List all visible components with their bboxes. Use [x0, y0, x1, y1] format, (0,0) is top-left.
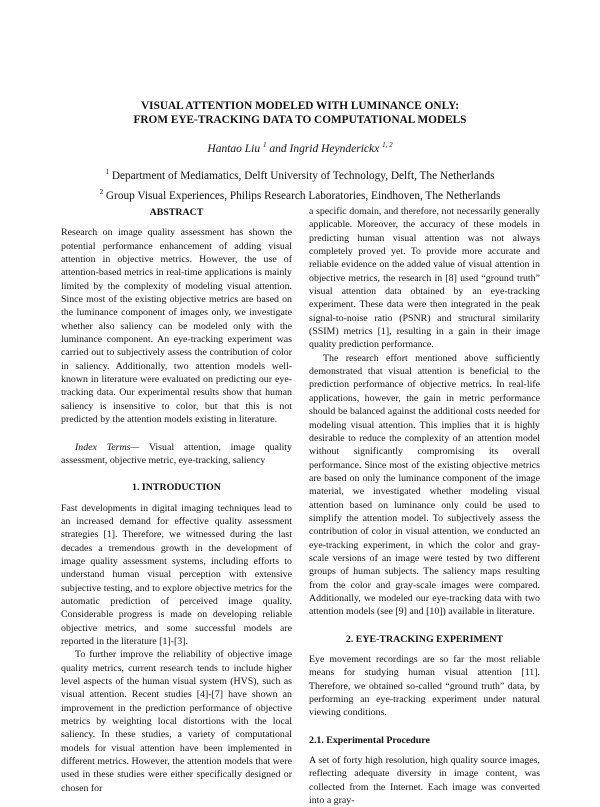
index-terms-label: Index Terms— [75, 441, 140, 453]
abstract-text: Research on image quality assessment has shown the potential performance enhancement of adding visual attention in objective metrics. However, the use of attention-based metrics in real-time applications is mainly limited by the complexity of modeling visual attention. Since most of the existing objective metrics are based on the luminance component of images only, we investigate whether also saliency can be modeled only with the luminance component. An eye-tracking experiment was carried out to subjectively assess the contribution of color in saliency. Additionally, two attention models well-known in literature were evaluated on predicting our eye-tracking data. Our experimental results show that human saliency is insensitive to color, but that this is not predicted by the attention models existing in literature. [61, 227, 292, 426]
paragraph: a specific domain, and therefore, not necessarily generally applicable. Moreover, the accuracy of these models in predicting human visual attention was not always completely proved yet. To provide more accurate and reliable evidence on the added value of visual attention in objective metrics, the research in [8] used “ground truth” visual attention data obtained by an eye-tracking experiment. These data were then integrated in the peak signal-to-noise ratio (PSNR) and structural similarity (SSIM) metrics [1], resulting in a gain in their image quality prediction performance. [309, 206, 540, 351]
aff-text: Department of Mediamatics, Delft University of Technology, Delft, The Netherlands [109, 169, 495, 182]
author-and: and [266, 142, 290, 155]
index-terms [61, 441, 292, 468]
affiliations [0, 164, 600, 204]
title-line: FROM EYE-TRACKING DATA TO COMPUTATIONAL MODELS [133, 113, 467, 126]
author-name: Ingrid Heynderickx [289, 142, 380, 155]
paragraph: A set of forty high resolution, high quality source images, reflecting adequate diversity in image content, was collected from the Internet. Each image was converted into a gray- [309, 755, 540, 807]
paragraph: Eye movement recordings are so far the most reliable means for studying human visual attention [11]. Therefore, we obtained so-called “ground truth” data, by performing an eye-tracking experiment under natural viewing conditions. [309, 654, 540, 719]
author-sup: 1, 2 [382, 141, 393, 149]
title-line: VISUAL ATTENTION MODELED WITH LUMINANCE ONLY: [141, 100, 459, 112]
aff-text: Group Visual Experiences, Philips Research Laboratories, Eindhoven, The Netherlands [103, 189, 501, 202]
affiliation [0, 164, 600, 184]
paragraph: The research effort mentioned above sufficiently demonstrated that visual attention is beneficial to the prediction performance of objective metrics. In real-life applications, however, the gain in metric performance should be balanced against the additional costs needed for modeling visual attention. This implies that it is highly desirable to reduce the complexity of an attention model without significantly compromising its overall performance. Since most of the existing objective metrics are based on only the luminance component of the image material, we investigated whether modeling visual attention based on luminance only could be used to simplify the attention model. To subjectively assess the contribution of color in visual attention, we conducted an eye-tracking experiment, in which the color and gray-scale versions of an image were tested by two different groups of human subjects. The saliency maps resulting from the color and gray-scale images were compared. Additionally, we modeled our eye-tracking data with two attention models (see [9] and [10]) available in literature. [309, 352, 540, 618]
left-column [61, 206, 292, 795]
aff-sup: 2 [99, 187, 104, 196]
index-terms-text: Visual attention, image quality assessment, objective metric, eye-tracking, saliency [61, 441, 292, 466]
affiliation [0, 184, 600, 204]
paragraph: Fast developments in digital imaging techniques lead to an increased demand for effective quality assessment strategies [1]. Therefore, we witnessed during the last decades a tremendous growth in the development of image quality assessment systems, including efforts to understand human visual perception with extensive subjective testing, and to explore objective metrics for the automatic prediction of perceived image quality. Considerable progress is made on developing reliable objective metrics, and some successful models are reported in the literature [1]-[3]. [61, 502, 292, 647]
author-name: Hantao Liu [207, 142, 261, 155]
paragraph: To further improve the reliability of objective image quality metrics, current research tends to include higher level aspects of the human visual system (HVS), such as visual attention. Recent studies [4]-[7] have shown an improvement in the prediction performance of objective metrics by weighting local distortions with the local saliency. In these studies, a variety of computational models for visual attention have been implemented in different metrics. However, the attention models that were used in these studies were either specifically designed or chosen for [61, 649, 292, 794]
paper-title [0, 100, 600, 127]
authors [0, 141, 600, 155]
experiment-heading: 2. EYE-TRACKING EXPERIMENT [345, 633, 504, 645]
author-sup: 1 [262, 141, 267, 149]
aff-sup: 1 [105, 168, 109, 176]
abstract-heading: ABSTRACT [149, 207, 204, 218]
subsection-heading: 2.1. Experimental Procedure [309, 734, 430, 746]
intro-heading: 1. INTRODUCTION [132, 482, 221, 494]
right-column [309, 205, 540, 807]
